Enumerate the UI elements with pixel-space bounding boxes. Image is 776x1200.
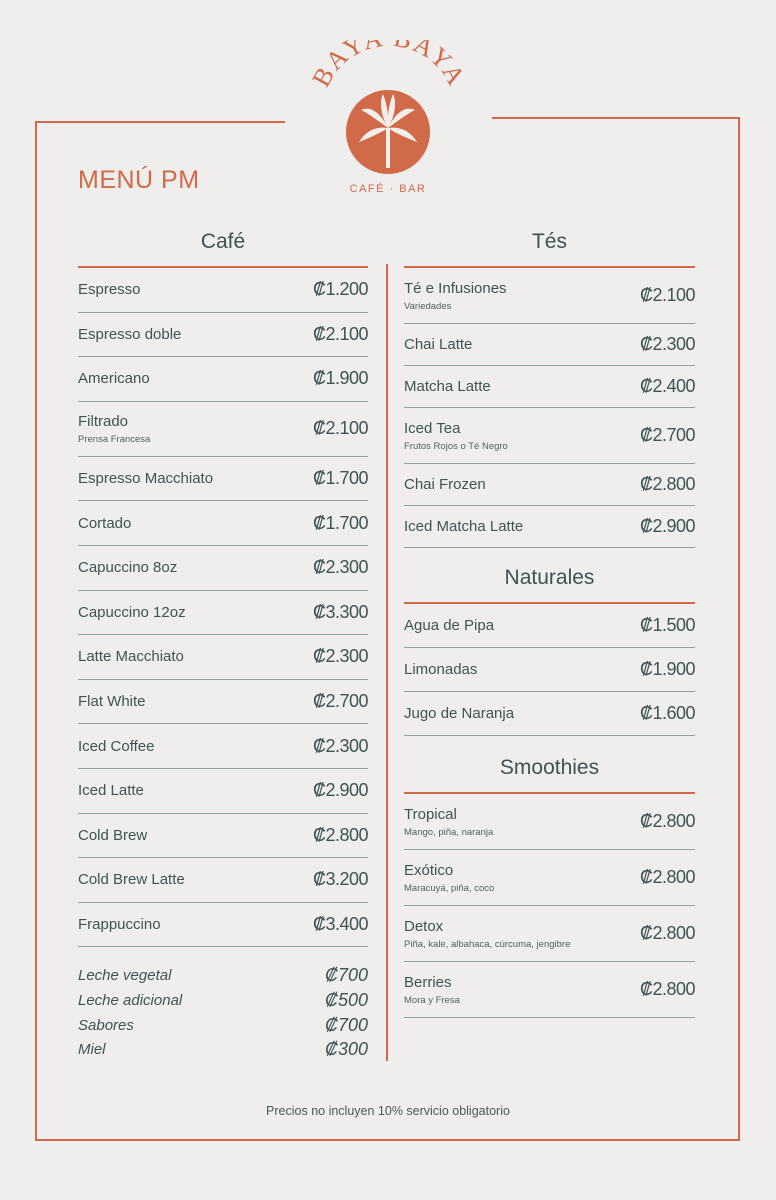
item-name-wrap: [404, 280, 507, 312]
extra-item: [78, 988, 368, 1013]
item-name: Limonadas: [404, 661, 478, 678]
cafe-section: [78, 230, 368, 1062]
item-name: Espresso doble: [78, 325, 182, 343]
item-price: ₡1.700: [312, 468, 368, 489]
item-price: ₡2.100: [639, 285, 695, 305]
item-name-wrap: [78, 782, 144, 799]
frame-left: [35, 121, 37, 1141]
section-title: Tés: [531, 230, 567, 253]
item-price: ₡2.800: [639, 474, 695, 494]
section-title: Naturales: [504, 566, 595, 589]
extra-price: ₡700: [324, 965, 368, 986]
item-name-wrap: [78, 827, 147, 844]
item-price: ₡2.700: [312, 691, 368, 712]
menu-item: [404, 604, 695, 648]
item-name: Americano: [78, 370, 150, 388]
item-name: Latte Macchiato: [78, 648, 184, 666]
extra-item: [78, 963, 368, 988]
item-name: Tropical: [404, 805, 457, 823]
menu-item: [404, 268, 695, 324]
item-description: Mango, piña, naranja: [404, 826, 494, 838]
item-price: ₡2.900: [312, 780, 368, 801]
item-name: Matcha Latte: [404, 378, 491, 395]
menu-item: [78, 357, 368, 402]
item-name-wrap: [404, 806, 493, 838]
item-name-wrap: [404, 617, 494, 634]
item-price: ₡2.900: [639, 516, 695, 536]
item-name: Filtrado: [78, 412, 129, 430]
item-description: Variedades: [404, 300, 452, 312]
item-name: Iced Tea: [404, 419, 461, 437]
item-price: ₡2.800: [639, 811, 695, 831]
item-price: ₡2.300: [312, 735, 368, 756]
brand-tagline: CAFÉ · BAR: [349, 183, 427, 195]
item-description: Mora y Fresa: [404, 994, 460, 1006]
menu-item: [78, 724, 368, 769]
menu-item: [78, 680, 368, 725]
smoothies-list: [404, 794, 695, 1018]
item-name: Chai Frozen: [404, 476, 486, 493]
item-price: ₡1.900: [312, 368, 368, 389]
menu-item: [78, 858, 368, 903]
item-name: Cold Brew: [78, 826, 148, 844]
menu-item: [404, 408, 695, 464]
item-price: ₡2.300: [312, 646, 368, 667]
menu-item: [404, 464, 695, 506]
menu-item: [78, 313, 368, 358]
item-price: ₡2.300: [639, 334, 695, 354]
item-name-wrap: [78, 738, 154, 755]
frame-bottom: [35, 1139, 740, 1141]
item-name-wrap: [78, 648, 184, 665]
menu-item: [78, 457, 368, 502]
item-description: Piña, kale, albahaca, cúrcuma, jengibre: [404, 938, 571, 950]
extra-name: Leche vegetal: [78, 967, 172, 985]
naturales-list: [404, 604, 695, 736]
item-name: Cold Brew Latte: [78, 871, 185, 889]
cafe-list: [78, 268, 368, 947]
extras-list: [78, 963, 368, 1062]
menu-item: [78, 268, 368, 313]
item-name: Frappuccino: [78, 916, 161, 934]
menu-item: [78, 769, 368, 814]
item-name-wrap: [404, 661, 477, 678]
extra-item: [78, 1013, 368, 1038]
item-name-wrap: [78, 693, 146, 710]
item-price: ₡2.300: [312, 557, 368, 578]
menu-item: [404, 906, 695, 962]
menu-item: [78, 635, 368, 680]
item-price: ₡1.700: [312, 512, 368, 533]
menu-item: [78, 402, 368, 457]
item-name-wrap: [78, 470, 213, 487]
page-title: MENÚ PM: [78, 166, 200, 194]
item-price: ₡1.500: [639, 615, 695, 635]
item-name: Capuccino 8oz: [78, 559, 178, 577]
menu-item: [404, 366, 695, 408]
footer-note: Precios no incluyen 10% servicio obligatorio: [266, 1104, 510, 1118]
menu-item: [404, 962, 695, 1018]
item-name: Jugo de Naranja: [404, 705, 515, 722]
item-name-wrap: [404, 705, 514, 722]
item-name: Té e Infusiones: [404, 279, 507, 297]
extra-price: ₡300: [324, 1039, 368, 1060]
item-price: ₡2.800: [639, 979, 695, 999]
item-name-wrap: [78, 413, 150, 445]
item-name-wrap: [78, 559, 177, 576]
item-name-wrap: [78, 326, 181, 343]
item-name: Capuccino 12oz: [78, 603, 186, 621]
section-title: Smoothies: [499, 756, 600, 779]
item-price: ₡1.600: [639, 703, 695, 723]
item-price: ₡3.400: [312, 914, 368, 935]
item-name: Berries: [404, 973, 452, 991]
brand-logo: [309, 40, 469, 200]
item-name-wrap: [404, 862, 494, 894]
item-price: ₡2.800: [639, 923, 695, 943]
extra-price: ₡700: [324, 1014, 368, 1035]
menu-item: [404, 324, 695, 366]
frame-top-right: [492, 117, 740, 119]
item-name: Iced Matcha Latte: [404, 518, 524, 535]
extra-name: Leche adicional: [78, 991, 183, 1009]
item-name-wrap: [78, 871, 185, 888]
section-title: Café: [200, 230, 246, 253]
item-name: Espresso Macchiato: [78, 470, 214, 488]
menu-item: [78, 501, 368, 546]
item-name: Agua de Pipa: [404, 617, 495, 634]
menu-item: [78, 591, 368, 636]
item-name-wrap: [404, 918, 570, 950]
column-divider: [386, 264, 388, 1061]
item-description: Frutos Rojos o Té Negro: [404, 440, 508, 452]
item-name-wrap: [78, 370, 150, 387]
menu-item: [404, 850, 695, 906]
item-name-wrap: [404, 420, 508, 452]
item-name: Cortado: [78, 514, 132, 532]
item-name-wrap: [404, 378, 491, 395]
item-name-wrap: [78, 916, 161, 933]
item-name: Detox: [404, 917, 444, 935]
item-name: Flat White: [78, 693, 146, 711]
frame-right: [738, 117, 740, 1141]
item-description: Prensa Francesa: [78, 433, 151, 445]
item-name-wrap: [404, 336, 472, 353]
brand-name: BAY AYA: [309, 40, 469, 92]
item-name: Iced Latte: [78, 782, 144, 800]
item-name: Chai Latte: [404, 336, 473, 353]
item-name-wrap: [404, 974, 460, 1006]
extra-name: Miel: [78, 1041, 106, 1059]
item-name-wrap: [78, 515, 131, 532]
item-price: ₡3.300: [312, 601, 368, 622]
extra-item: [78, 1037, 368, 1062]
item-price: ₡2.800: [312, 824, 368, 845]
item-name-wrap: [404, 476, 486, 493]
frame-top-left: [35, 121, 285, 123]
extra-name: Sabores: [78, 1016, 134, 1034]
item-price: ₡2.100: [312, 418, 368, 439]
menu-item: [404, 506, 695, 548]
menu-item: [404, 794, 695, 850]
item-description: Maracuyá, piña, coco: [404, 882, 495, 894]
item-price: ₡3.200: [312, 869, 368, 890]
menu-item: [78, 903, 368, 948]
item-price: ₡1.900: [639, 659, 695, 679]
menu-item: [404, 692, 695, 736]
item-name: Iced Coffee: [78, 737, 155, 755]
item-name: Espresso: [78, 281, 141, 299]
item-name-wrap: [404, 518, 523, 535]
item-price: ₡2.700: [639, 425, 695, 445]
menu-item: [78, 546, 368, 591]
item-name: Exótico: [404, 861, 454, 879]
item-price: ₡2.100: [312, 323, 368, 344]
extra-price: ₡500: [324, 989, 368, 1010]
tes-list: [404, 268, 695, 548]
right-column: [404, 230, 695, 1018]
menu-item: [404, 648, 695, 692]
item-name-wrap: [78, 281, 141, 298]
menu-item: [78, 814, 368, 859]
item-name-wrap: [78, 604, 186, 621]
item-price: ₡2.400: [639, 376, 695, 396]
item-price: ₡1.200: [312, 279, 368, 300]
item-price: ₡2.800: [639, 867, 695, 887]
